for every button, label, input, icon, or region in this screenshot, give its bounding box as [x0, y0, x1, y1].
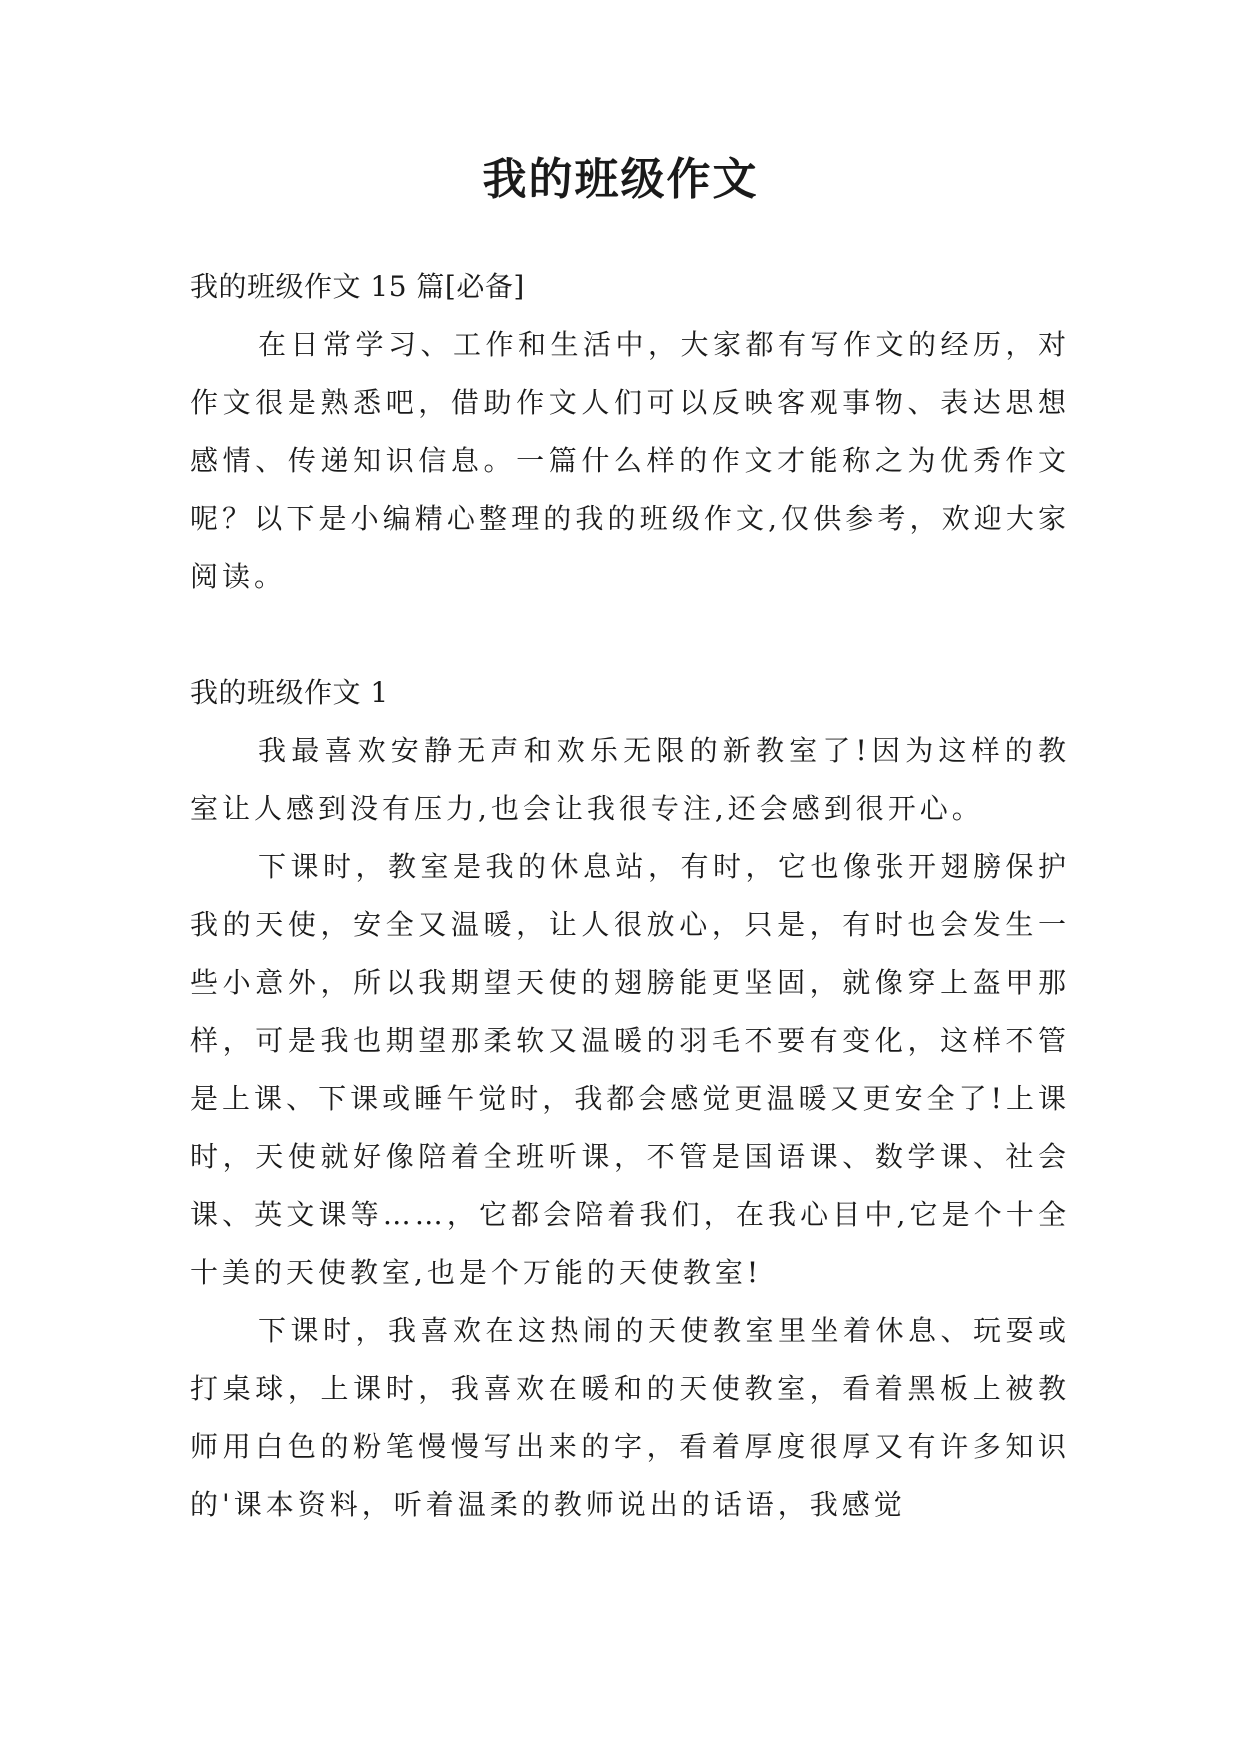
body-paragraph-3: 下课时，我喜欢在这热闹的天使教室里坐着休息、玩耍或打桌球，上课时，我喜欢在暖和的天使教室，看着黑板上被教师用白色的粉笔慢慢写出来的字，看着厚度很厚又有许多知识的'课本资料，听着温柔的教师说出的话语，我感觉 [190, 1314, 1070, 1521]
section-gap [190, 606, 1070, 664]
section-heading: 我的班级作文 1 [190, 676, 389, 709]
intro-paragraph: 在日常学习、工作和生活中，大家都有写作文的经历，对作文很是熟悉吧，借助作文人们可以反映客观事物、表达思想感情、传递知识信息。一篇什么样的作文才能称之为优秀作文呢？以下是小编精心整理的我的班级作文,仅供参考，欢迎大家阅读。 [190, 328, 1070, 593]
document-subtitle: 我的班级作文 15 篇[必备] [190, 270, 525, 303]
document-body [190, 258, 1070, 1534]
body-paragraph-2: 下课时，教室是我的休息站，有时，它也像张开翅膀保护我的天使，安全又温暖，让人很放心，只是，有时也会发生一些小意外，所以我期望天使的翅膀能更坚固，就像穿上盔甲那样，可是我也期望那柔软又温暖的羽毛不要有变化，这样不管是上课、下课或睡午觉时，我都会感觉更温暖又更安全了!上课时，天使就好像陪着全班听课，不管是国语课、数学课、社会课、英文课等……，它都会陪着我们，在我心目中,它是个十全十美的天使教室,也是个万能的天使教室! [190, 850, 1070, 1289]
body-paragraph-1: 我最喜欢安静无声和欢乐无限的新教室了!因为这样的教室让人感到没有压力,也会让我很专注,还会感到很开心。 [190, 734, 1070, 825]
document-title: 我的班级作文 [482, 154, 759, 205]
